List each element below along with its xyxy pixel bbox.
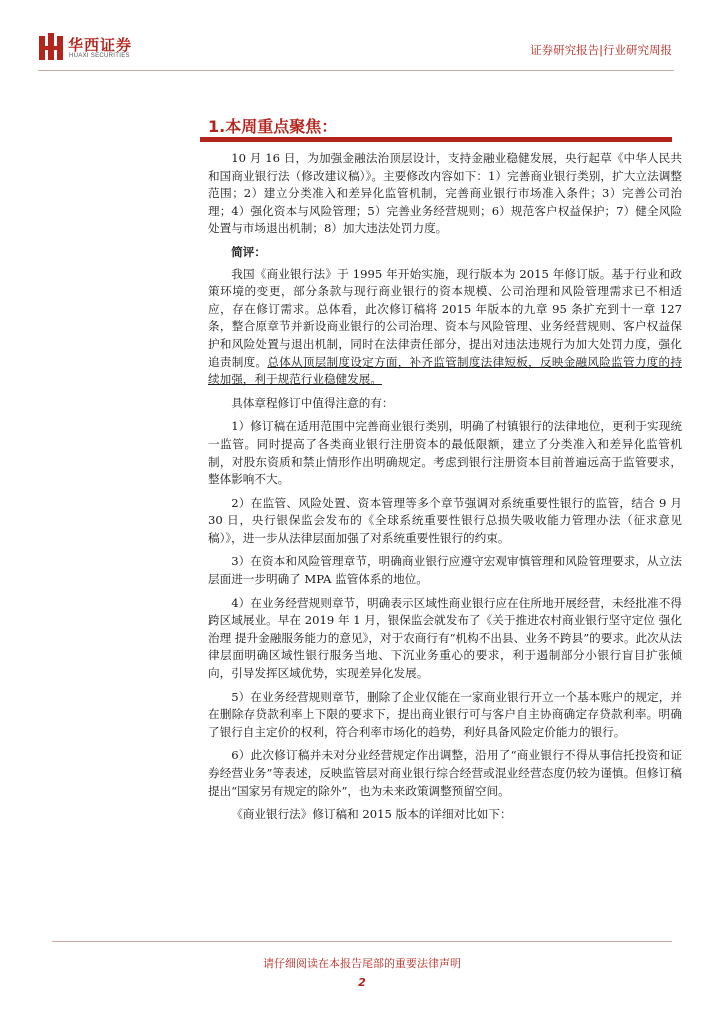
comment-text: 我国《商业银行法》于 1995 年开始实施，现行版本为 2015 年修订版。基于行业和政策环境的变更，部分条款与现行商业银行的资本规模、公司治理和风险管理需求已不相适应，存在修订需求。总体看，此次修订稿将 2015 年版本的九章 95 条扩充到十一章 127 条，整合原章节并新设商业银行的公司治理、资本与风险管理、业务经营规则、客户权益保护和风险处置与退出机制，同时在法律责任部分，提出对违法违规行为加大处罚力度，强化追责制度。 bbox=[208, 266, 682, 369]
section-title-bar bbox=[200, 137, 672, 142]
page-number: 2 bbox=[358, 976, 366, 989]
report-type-label: 证券研究报告|行业研究周报 bbox=[530, 43, 672, 57]
report-body bbox=[208, 150, 682, 830]
header-divider bbox=[38, 70, 674, 71]
footer-divider bbox=[52, 941, 672, 942]
legal-notice: 请仔细阅读在本报告尾部的重要法律声明 bbox=[263, 957, 461, 970]
huaxi-logo bbox=[38, 33, 158, 63]
detail-item-4: 4）在业务经营规则章节，明确表示区域性商业银行应在住所地开展经营，未经批准不得跨区域展业。早在 2019 年 1 月，银保监会就发布了《关于推进农村商业银行坚守定位 强化治理 提升金融服务能力的意见》，对于农商行有“机构不出县、业务不跨县”的要求。此次从法律层面明确区域性银行服务当地、下沉业务重心的要求，利于遏制部分小银行盲目扩张倾向，引导发挥区域优势，实现差异化发展。 bbox=[208, 595, 682, 681]
details-intro: 具体章程修订中值得注意的有： bbox=[231, 395, 394, 410]
huaxi-logo-icon bbox=[38, 33, 64, 61]
logo-text-cn: 华西证券 bbox=[68, 36, 133, 54]
comment-label: 简评： bbox=[231, 244, 266, 259]
detail-item-6: 6）此次修订稿并未对分业经营规定作出调整，沿用了“商业银行不得从事信托投资和证券经营业务”等表述，反映监管层对商业银行综合经营或混业经营态度仍较为谨慎。但修订稿提出“国家另有规定的除外”，也为未来政策调整预留空间。 bbox=[208, 748, 682, 798]
detail-item-5: 5）在业务经营规则章节，删除了企业仅能在一家商业银行开立一个基本账户的规定，并在删除存贷款利率上下限的要求下，提出商业银行可与客户自主协商确定存贷款利率。明确了银行自主定价的权利，符合利率市场化的趋势，利好具备风险定价能力的银行。 bbox=[208, 689, 682, 739]
closing-paragraph: 《商业银行法》修订稿和 2015 版本的详细对比如下： bbox=[231, 807, 512, 822]
page-header bbox=[0, 0, 724, 72]
detail-item-1: 1）修订稿在适用范围中完善商业银行类别，明确了村镇银行的法律地位，更利于实现统一监管。同时提高了各类商业银行注册资本的最低限额，建立了分类准入和差异化监管机制，对股东资质和禁止情形作出明确规定。考虑到银行注册资本目前普遍远高于监管要求，整体影响不大。 bbox=[208, 419, 682, 487]
detail-item-3: 3）在资本和风险管理章节，明确商业银行应遵守宏观审慎管理和风险管理要求，从立法层面进一步明确了 MPA 监管体系的地位。 bbox=[208, 554, 682, 587]
intro-paragraph: 10 月 16 日，为加强金融法治顶层设计，支持金融业稳健发展，央行起草《中华人民共和国商业银行法（修改建议稿）》。主要修改内容如下：1）完善商业银行类别，扩大立法调整范围；2）建立分类准入和差异化监管机制，完善商业银行市场准入条件；3）完善公司治理；4）强化资本与风险管理；5）完善业务经营规则；6）规范客户权益保护；7）健全风险处置与市场退出机制；8）加大违法处罚力度。 bbox=[208, 151, 682, 236]
logo-text-en: HUAXI SECURITIES bbox=[69, 53, 130, 59]
comment-highlight: 总体从顶层制度设定方面，补齐监管制度法律短板，反映金融风险监管力度的持续加强，利于规范行业稳健发展。 bbox=[208, 354, 682, 387]
section-title: 1.本周重点聚焦： bbox=[208, 117, 338, 136]
comment-paragraph bbox=[208, 266, 682, 389]
detail-item-2: 2）在监管、风险处置、资本管理等多个章节强调对系统重要性银行的监管，结合 9 月 30 日，央行银保监会发布的《全球系统重要性银行总损失吸收能力管理办法（征求意见稿）》，进一步从法律层面加强了对系统重要性银行的约束。 bbox=[208, 495, 682, 545]
